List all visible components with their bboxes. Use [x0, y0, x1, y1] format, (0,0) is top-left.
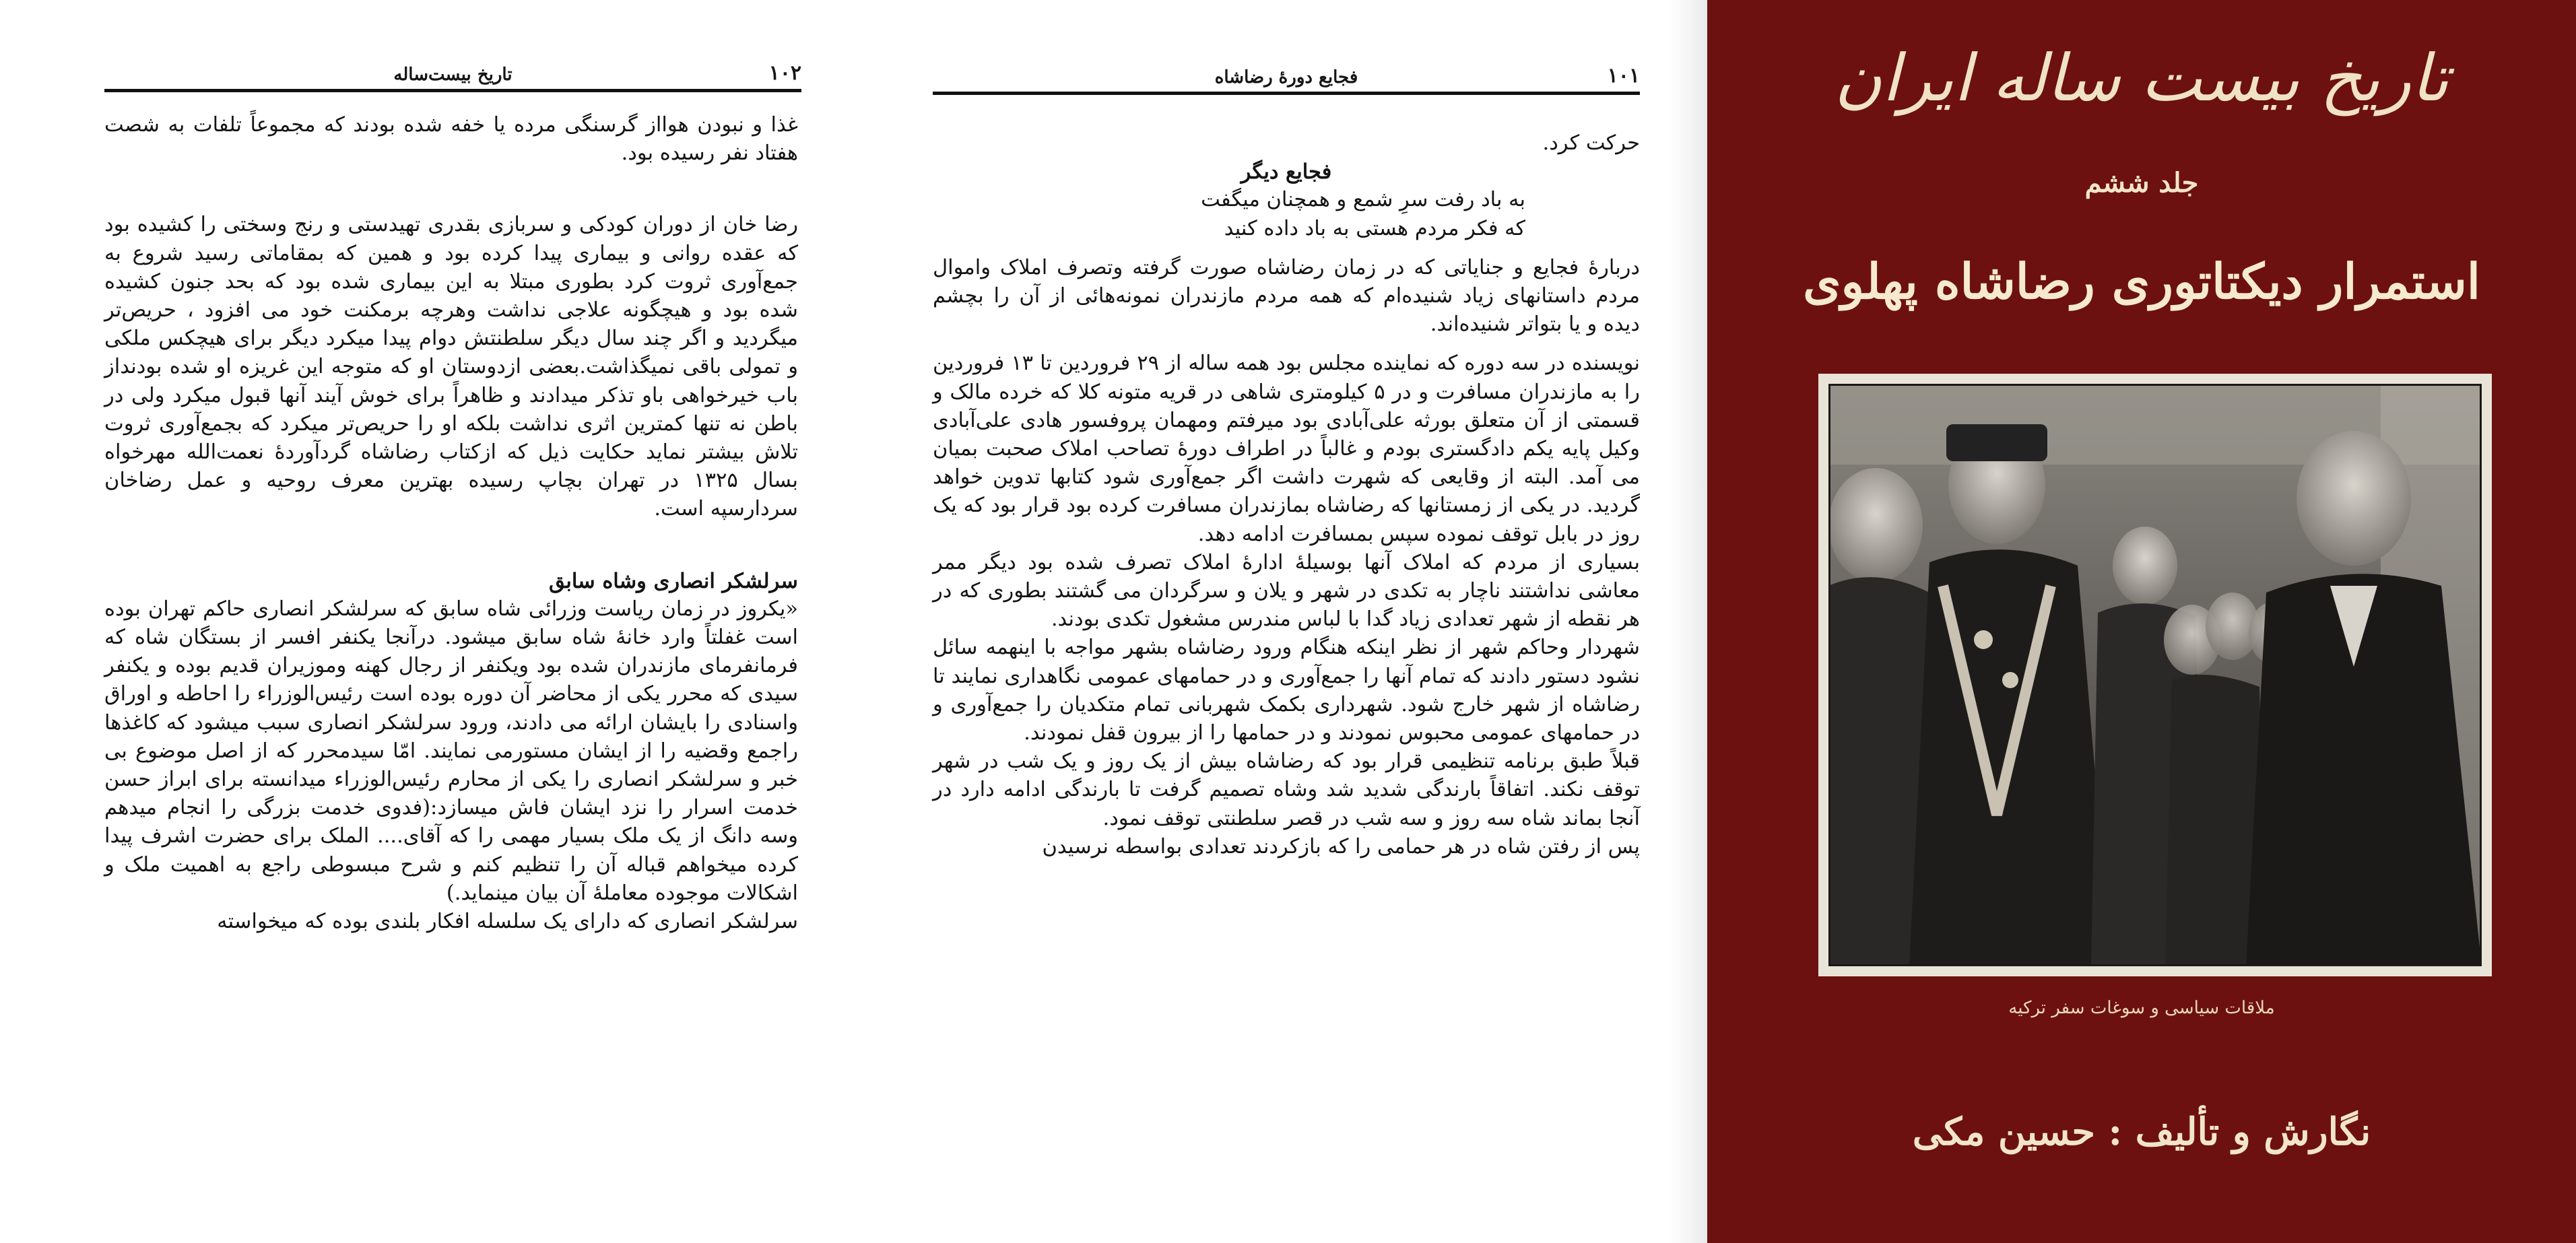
- photo-illustration: [1828, 384, 2482, 966]
- running-head-title: تاریخ بیست‌ساله: [393, 65, 513, 85]
- running-head-title: فجایع دورهٔ رضاشاه: [1214, 67, 1358, 88]
- verse-line: که فکر مردم هستی به باد داده کنید: [1224, 216, 1525, 240]
- paragraph: پس از رفتن شاه در هر حمامی را که بازکردند تعدادی بواسطه نرسیدن: [1042, 834, 1640, 859]
- cover-photo: [1818, 374, 2492, 976]
- running-header: [933, 65, 1640, 95]
- book-title: استمرار دیکتاتوری رضاشاه پهلوی: [1803, 253, 2480, 310]
- paragraph: بسیاری از مردم که املاک آنها بوسیلهٔ ادارهٔ املاک تصرف شده بود دیگر ممر معاشی نداشتند ناچار به تکدی در شهر و یلان و سرگردان می گشتند بطوری که در هر نقطه از شهر تعدادی زیاد گدا با لباس مندرس مشغول تکدی بودند.: [933, 550, 1640, 632]
- paragraph: رضا خان از دوران کودکی و سربازی بقدری تهیدستی و رنج وسختی را کشیده بود که عقده روانی و بیماری پیدا کرده بود و همین که بمقاماتی رسید شروع به جمع‌آوری ثروت کرد بطوری مبتلا به این بیماری شده بود که بحد جنون کشیده شده بود و هیچگونه علاجی نداشت وهرچه برمکنت خود می افزود ، حریص‌تر میگردید و اگر چند سال دیگر سلطنتش دوام پیدا میکرد دیگر برای هیچکس ملکی و تمولی باقی نمیگذاشت.بعضی ازدوستان او که متوجه این غریزه او شده بودنداز باب خیرخواهی باو تذکر میدادند و ظاهراً برای خوش آیند آنها قبول میکرد ولی در باطن نه تنها کمترین اثری نداشت بلکه او را حریص‌تر میکرد که بجمع‌آوری ثروت تلاش بیشتر نماید حکایت ذیل که ازکتاب رضاشاه گردآوردهٔ نعمت‌الله مهرخواه بسال ۱۳۲۵ در تهران بچاپ رسیده بهترین معرف روحیه و عمل رضاخان سردارسپه است.: [104, 213, 798, 521]
- left-page: [0, 0, 801, 1243]
- author-line: نگارش و تألیف : حسین مکی: [1912, 1110, 2371, 1154]
- middle-page: [896, 0, 1677, 1243]
- gutter-shadow: [1667, 0, 1708, 1243]
- paragraph: دربارهٔ فجایع و جنایاتی که در زمان رضاشاه صورت گرفته وتصرف املاک واموال مردم داستانهای زیاد شنیده‌ام که همه مردم مازندران نمونه‌هائی از آن را بچشم دیده و یا بتواتر شنیده‌اند.: [933, 255, 1640, 337]
- left-page-body: [104, 111, 798, 936]
- photo-caption: ملاقات سیاسی و سوغات سفر ترکیه: [2008, 998, 2275, 1018]
- paragraph: غذا و نبودن هوااز گرسنگی مرده یا خفه شده بودند که مجموعاً تلفات به شصت هفتاد نفر رسیده بود.: [104, 113, 798, 166]
- series-title: تاریخ بیست ساله ایران: [1834, 40, 2449, 116]
- section-heading: سرلشکر انصاری وشاه سابق: [548, 568, 798, 593]
- volume-label: جلد ششم: [2084, 167, 2199, 199]
- page-number: ۱۰۱: [1607, 64, 1640, 88]
- middle-page-body: [933, 129, 1640, 861]
- verse-line: به باد رفت سرِ شمع و همچنان میگفت: [1201, 188, 1525, 212]
- quote-paragraph: «یکروز در زمان ریاست وزرائی شاه سابق که سرلشکر انصاری حاکم تهران بوده است غفلتاً وارد خانهٔ شاه سابق میشود. درآنجا یکنفر افسر از بستگان شاه که فرمانفرمای مازندران شده بود ویکنفر از رجال کهنه وموزیران قدیم بوده و یکنفر سیدی که محرر یکی از محاضر آن دوره بوده است رئیس‌الوزراء را احاطه و اوراق واسنادی را بایشان ارائه می دادند، ورود سرلشکر انصاری سبب میشود که کاغذها راجمع وقضیه را از ایشان مستورمی نمایند. امّا سیدمحرر که از اصل موضوع بی خبر و سرلشکر انصاری را یکی از محارم رئیس‌الوزراء میدانسته برای ابراز حسن خدمت اسرار را نزد ایشان فاش میسازد:(فدوی خدمت بزرگی را انجام میدهم وسه دانگ از یک ملک بسیار مهمی را که آقای.... الملک برای حضرت اشرف پیدا کرده میخواهم قباله آن را تنظیم کنم و شرح مبسوطی راجع به اهمیت ملک و اشکالات موجوده معاملهٔ آن بیان مینماید.): [104, 597, 798, 905]
- paragraph: قبلاً طبق برنامه تنظیمی قرار بود که رضاشاه بیش از یک روز و یک شب در شهر توقف نکند. اتفاقاً بارندگی شدید شد وشاه تصمیم گرفت تا بارندگی ادامه دارد در آنجا بماند شاه سه روز و سه شب در قصر سلطنتی توقف نمود.: [933, 749, 1640, 830]
- running-header: [104, 62, 801, 92]
- paragraph: سرلشکر انصاری که دارای یک سلسله افکار بلندی بوده که میخواسته: [217, 910, 798, 934]
- page-number: ۱۰۲: [768, 61, 801, 85]
- book-cover: [1707, 0, 2576, 1243]
- section-heading: فجایع دیگر: [1241, 160, 1332, 184]
- paragraph: شهردار وحاکم شهر از نظر اینکه هنگام ورود رضاشاه بشهر مواجه با اینهمه سائل نشود دستور دادند که تمام آنها را جمع‌آوری و در حمامهای عمومی نگاهداری نمایند تا رضاشاه از شهر خارج شود. شهرداری بکمک شهربانی تمام متکدیان را جمع‌آوری و در حمامهای عمومی محبوس نمودند و در حمامها را از بیرون قفل نمودند.: [933, 636, 1640, 745]
- paragraph: نویسنده در سه دوره که نماینده مجلس بود همه ساله از ۲۹ فروردین تا ۱۳ فروردین را به مازندران مسافرت و در ۵ کیلومتری شاهی در قریه متونه کلا که خرده مالک و قسمتی از آن متعلق بورثه علی‌آبادی بود میرفتم ومهمان پروفسور هادی علی‌آبادی وکیل پایه یکم دادگستری بودم و غالباً در اطراف دورهٔ تصاحب املاک صحبت بمیان می آمد. البته از وقایعی که شهرت داشت اگر جمع‌آوری شود کتابها تدوین خواهد گردید. در یکی از زمستانها که رضاشاه بمازندران مسافرت کرده بود قرار بود که یک روز در بابل توقف نموده سپس بمسافرت ادامه دهد.: [933, 351, 1641, 546]
- paragraph: حرکت کرد.: [1542, 131, 1640, 155]
